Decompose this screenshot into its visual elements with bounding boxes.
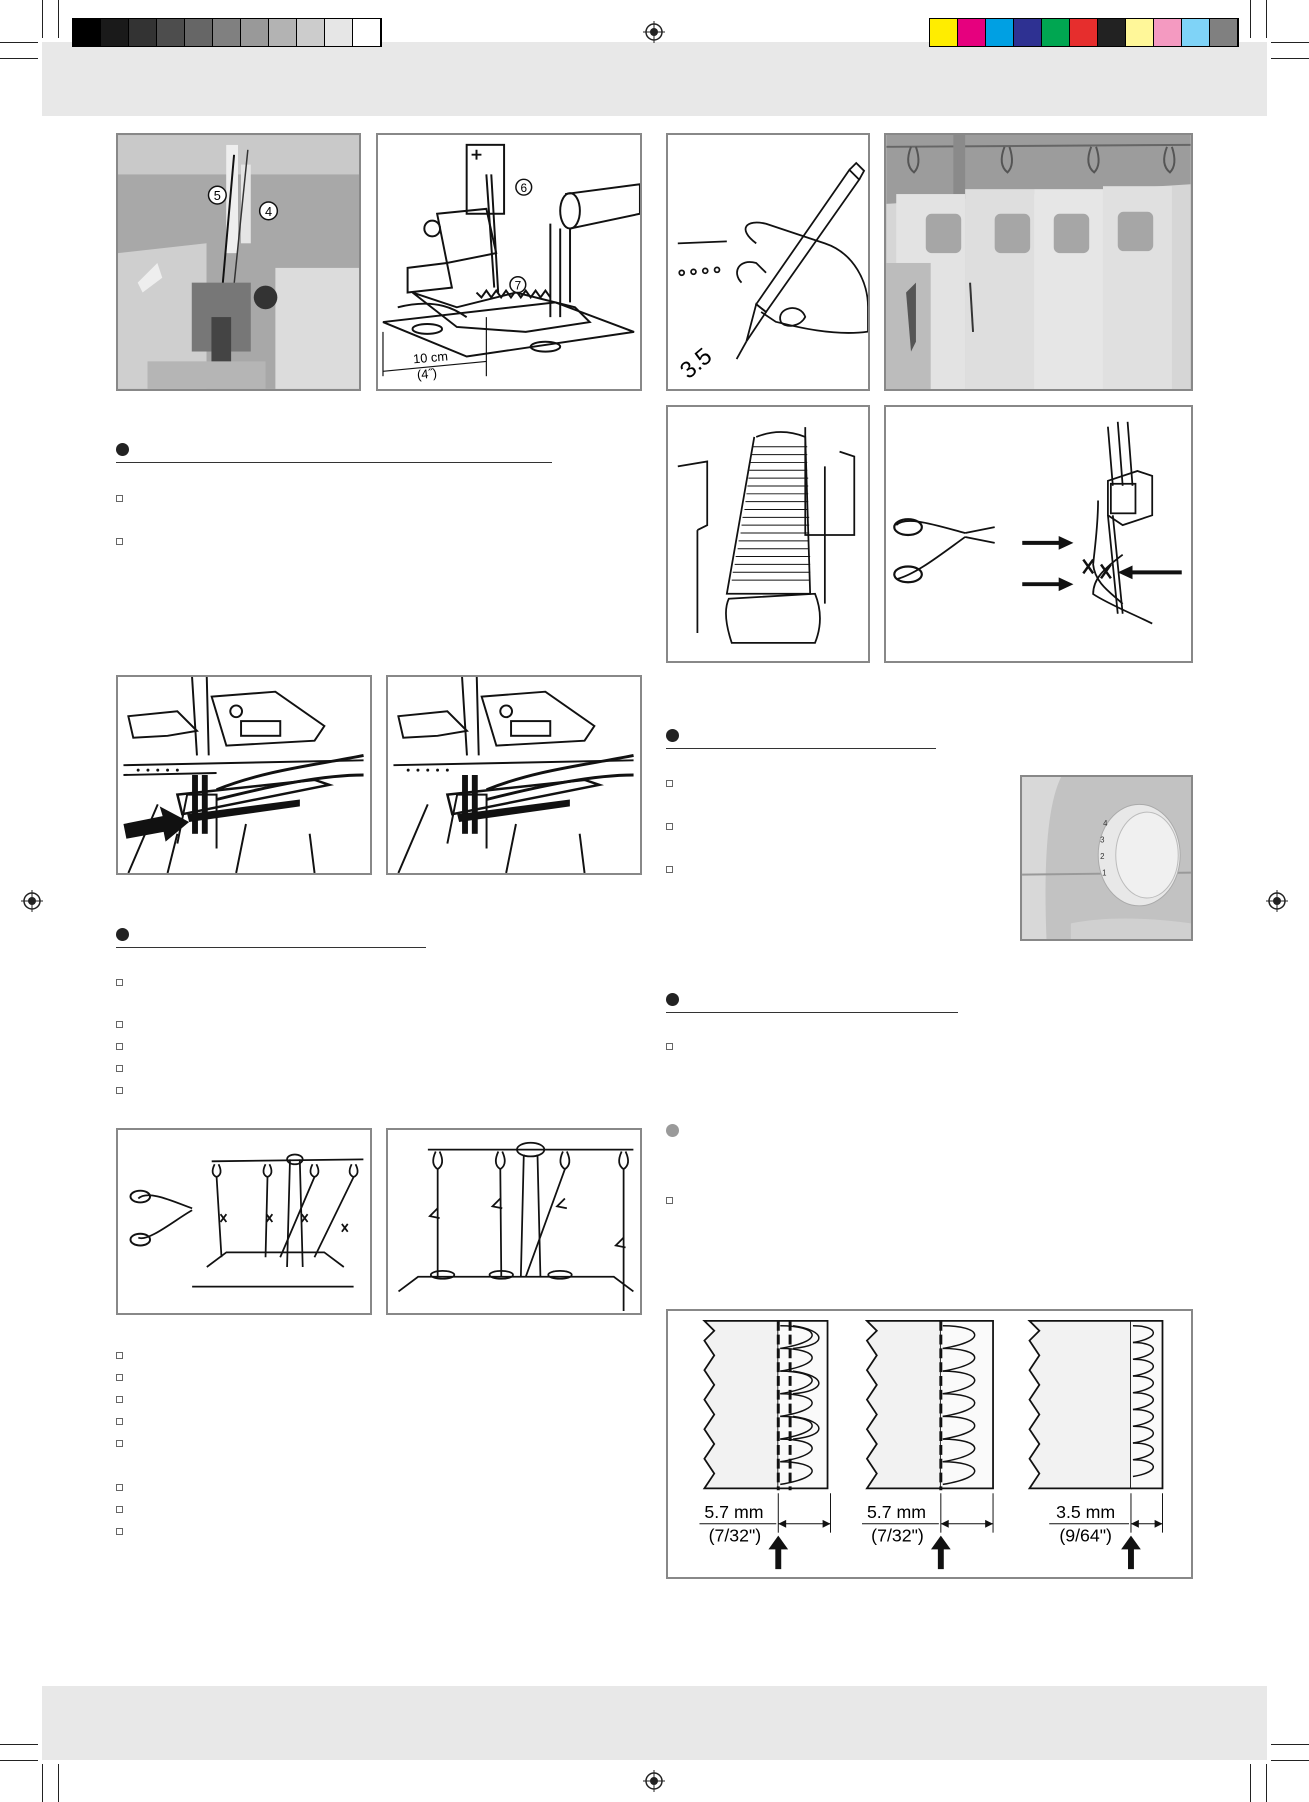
looper-diagram — [386, 675, 642, 875]
header-band — [42, 42, 1267, 116]
looper-diagram-arrow — [116, 675, 372, 875]
registration-mark-icon — [643, 1770, 665, 1792]
crop-mark — [1271, 1760, 1309, 1761]
color-swatch — [1014, 19, 1042, 46]
section-rule — [666, 1012, 958, 1013]
foot-label-6: 6 — [520, 181, 528, 196]
color-swatch — [73, 19, 101, 46]
crop-mark — [42, 0, 43, 38]
list-checkbox — [116, 1087, 123, 1094]
color-swatch — [101, 19, 129, 46]
crop-mark — [42, 1764, 43, 1802]
stitch-width-mm: 5.7 mm — [704, 1501, 764, 1522]
color-bar — [929, 18, 1239, 47]
color-swatch — [1098, 19, 1126, 46]
stitch-width-inch: (9/64") — [1059, 1525, 1112, 1546]
greyscale-bar — [72, 18, 382, 47]
footer-band — [42, 1686, 1267, 1760]
thread-label-5: 5 — [213, 188, 221, 204]
list-checkbox — [116, 1374, 123, 1381]
list-checkbox — [116, 1418, 123, 1425]
registration-mark-icon — [21, 890, 43, 912]
color-swatch — [269, 19, 297, 46]
list-checkbox — [116, 1506, 123, 1513]
measure-cm: 10 cm — [412, 348, 449, 367]
presser-foot-diagram — [376, 133, 642, 391]
crop-mark — [1266, 1764, 1267, 1802]
tied-threads-diagram — [386, 1128, 642, 1315]
stitch-width-inch: (7/32") — [708, 1525, 762, 1546]
section-rule — [116, 947, 426, 948]
list-checkbox — [666, 1197, 673, 1204]
foot-label-7: 7 — [514, 278, 522, 293]
crop-mark — [1266, 0, 1267, 38]
thread-guides-photo — [116, 133, 361, 391]
crop-mark — [0, 1760, 38, 1761]
thread-cone-diagram — [666, 405, 870, 663]
crop-mark — [0, 42, 38, 43]
dial-number: 3 — [1100, 835, 1105, 845]
crop-mark — [58, 1764, 59, 1802]
crop-mark — [0, 58, 38, 59]
cut-needle-thread-diagram — [884, 405, 1193, 663]
stitch-width-inch: (7/32") — [871, 1525, 924, 1546]
list-checkbox — [116, 1065, 123, 1072]
section-bullet — [666, 993, 679, 1006]
measure-inch: (4˝) — [416, 365, 438, 383]
list-checkbox — [666, 823, 673, 830]
crop-mark — [58, 0, 59, 38]
cut-threads-diagram — [116, 1128, 372, 1315]
section-rule — [116, 462, 552, 463]
registration-mark-icon — [643, 21, 665, 43]
crop-mark — [1271, 58, 1309, 59]
color-swatch — [930, 19, 958, 46]
subsection-bullet — [666, 1124, 679, 1137]
crop-mark — [1271, 42, 1309, 43]
dial-number: 2 — [1100, 851, 1105, 861]
color-swatch — [353, 19, 381, 46]
pencil-marking-diagram — [666, 133, 870, 391]
color-swatch — [297, 19, 325, 46]
list-checkbox — [666, 866, 673, 873]
section-bullet — [116, 928, 129, 941]
list-checkbox — [116, 1484, 123, 1491]
color-swatch — [1070, 19, 1098, 46]
dial-number: 1 — [1102, 868, 1107, 878]
color-swatch — [1126, 19, 1154, 46]
list-checkbox — [666, 1043, 673, 1050]
color-swatch — [1210, 19, 1238, 46]
stitch-width-dial-photo — [1020, 775, 1193, 941]
crop-mark — [1250, 1764, 1251, 1802]
stitch-width-diagram — [666, 1309, 1193, 1579]
list-checkbox — [116, 1396, 123, 1403]
section-bullet — [666, 729, 679, 742]
list-checkbox — [116, 1352, 123, 1359]
list-checkbox — [116, 1440, 123, 1447]
list-checkbox — [116, 979, 123, 986]
color-swatch — [241, 19, 269, 46]
color-swatch — [1182, 19, 1210, 46]
list-checkbox — [116, 495, 123, 502]
section-rule — [666, 748, 936, 749]
section-bullet — [116, 443, 129, 456]
color-swatch — [1154, 19, 1182, 46]
color-swatch — [213, 19, 241, 46]
machine-tension-dials-photo — [884, 133, 1193, 391]
stitch-width-mm: 3.5 mm — [1056, 1501, 1116, 1522]
list-checkbox — [666, 780, 673, 787]
list-checkbox — [116, 538, 123, 545]
crop-mark — [0, 1744, 38, 1745]
dial-number: 4 — [1103, 818, 1108, 828]
crop-mark — [1250, 0, 1251, 38]
color-swatch — [958, 19, 986, 46]
color-swatch — [1042, 19, 1070, 46]
color-swatch — [986, 19, 1014, 46]
thread-label-4: 4 — [264, 203, 273, 219]
crop-mark — [1271, 1744, 1309, 1745]
stitch-width-mm: 5.7 mm — [866, 1501, 927, 1522]
registration-mark-icon — [1266, 890, 1288, 912]
list-checkbox — [116, 1021, 123, 1028]
list-checkbox — [116, 1528, 123, 1535]
pencil-mark-value: 3.5 — [674, 342, 717, 384]
color-swatch — [157, 19, 185, 46]
color-swatch — [129, 19, 157, 46]
list-checkbox — [116, 1043, 123, 1050]
color-swatch — [185, 19, 213, 46]
color-swatch — [325, 19, 353, 46]
